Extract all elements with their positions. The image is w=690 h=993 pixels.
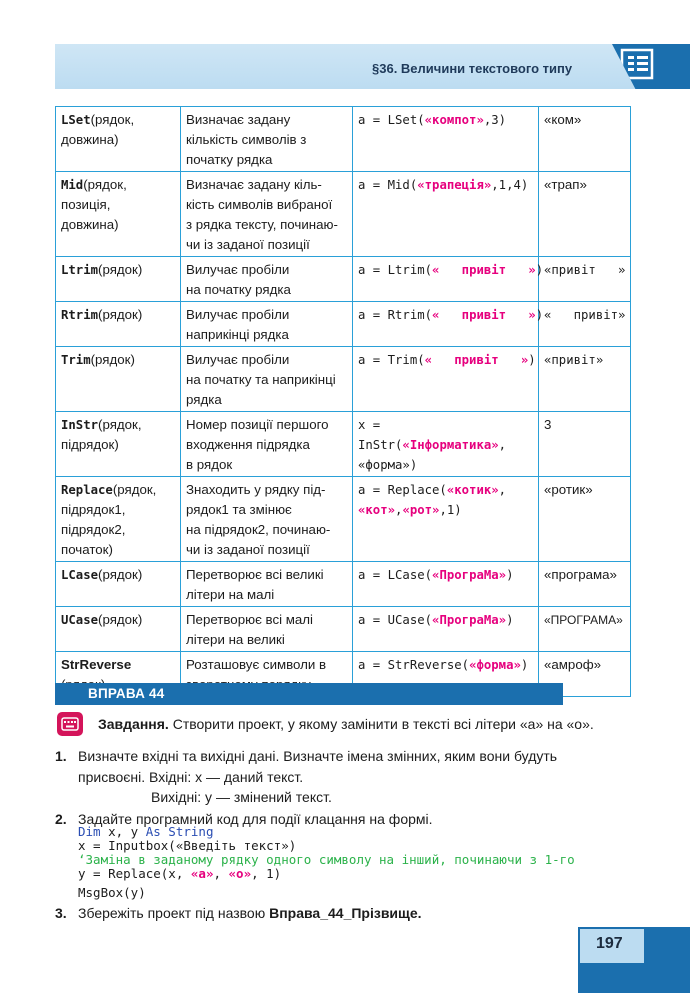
description-cell: Вилучає пробіли на початку рядка <box>181 257 353 302</box>
result-cell: «привіт» <box>539 347 631 412</box>
result-cell: «трап» <box>539 172 631 257</box>
table-row <box>56 302 631 347</box>
task-statement: Завдання. Створити проект, у якому замінити в тексті всі літери «а» на «о». <box>98 716 594 732</box>
example-cell: a = Rtrim(« привіт ») <box>353 302 539 347</box>
string-functions-table <box>55 106 631 697</box>
example-cell: x = InStr(«Інформатика», «форма») <box>353 412 539 477</box>
description-cell: Знаходить у рядку під- рядок1 та змінює на підрядок2, починаю- чи із заданої позиції <box>181 477 353 562</box>
step-text: Задайте програмний код для події клацання на формі. <box>78 811 433 827</box>
code-line: x = Inputbox(«Введіть текст») <box>78 838 297 853</box>
step-number: 1. <box>55 748 67 764</box>
table-row <box>56 347 631 412</box>
step-number: 3. <box>55 905 67 921</box>
step-number: 2. <box>55 811 67 827</box>
function-cell: Replace(рядок, підрядок1, підрядок2, початок) <box>56 477 181 562</box>
function-cell: Trim(рядок) <box>56 347 181 412</box>
step-text: Збережіть проект під назвою Вправа_44_Прізвище. <box>78 905 422 921</box>
function-cell: LSet(рядок, довжина) <box>56 107 181 172</box>
description-cell: Визначає задану кількість символів з початку рядка <box>181 107 353 172</box>
description-cell: Номер позиції першого входження підрядка в рядок <box>181 412 353 477</box>
result-cell: « привіт» <box>539 302 631 347</box>
function-cell: LCase(рядок) <box>56 562 181 607</box>
function-cell: StrReverse <box>56 652 181 697</box>
function-cell: Ltrim(рядок) <box>56 257 181 302</box>
example-cell: a = Trim(« привіт ») <box>353 347 539 412</box>
example-cell: a = Mid(«трапеція»,1,4) <box>353 172 539 257</box>
page-number: 197 <box>596 935 623 952</box>
code-comment: ‘Заміна в заданому рядку одного символу на інший, починаючи з 1-го <box>78 852 575 867</box>
code-line: y = Replace(x, «а», «о», 1) <box>78 866 282 881</box>
description-cell: Перетворює всі малі літери на великі <box>181 607 353 652</box>
result-cell: «ротик» <box>539 477 631 562</box>
table-row <box>56 607 631 652</box>
example-cell: a = Replace(«котик», «кот»,«рот»,1) <box>353 477 539 562</box>
description-cell: Розташовує символи в <box>181 652 353 697</box>
description-cell: Вилучає пробіли на початку та наприкінці рядка <box>181 347 353 412</box>
example-cell: a = UCase(«ПрограМа») <box>353 607 539 652</box>
section-title: §36. Величини текстового типу <box>372 61 573 76</box>
result-cell: «амроф» <box>539 652 631 697</box>
example-cell: a = Ltrim(« привіт ») <box>353 257 539 302</box>
table-row <box>56 257 631 302</box>
table-row <box>56 477 631 562</box>
example-cell: a = LSet(«компот»,3) <box>353 107 539 172</box>
description-cell: Вилучає пробіли наприкінці рядка <box>181 302 353 347</box>
result-cell: «ПРОГРАМА» <box>539 607 631 652</box>
function-cell: Rtrim(рядок) <box>56 302 181 347</box>
description-cell: Перетворює всі великі літери на малі <box>181 562 353 607</box>
table-row <box>56 412 631 477</box>
function-cell: Mid(рядок, позиція, довжина) <box>56 172 181 257</box>
table-row <box>56 562 631 607</box>
example-cell: a = LCase(«ПрограМа») <box>353 562 539 607</box>
step-text: Вихідні: y — змінений текст. <box>151 789 332 805</box>
step-text: Визначте вхідні та вихідні дані. Визначте імена змінних, яким вони будуть <box>78 748 558 764</box>
function-cell: InStr(рядок, підрядок) <box>56 412 181 477</box>
result-cell: 3 <box>539 412 631 477</box>
function-cell: UCase(рядок) <box>56 607 181 652</box>
result-cell: «ком» <box>539 107 631 172</box>
description-cell: Визначає задану кіль- кість символів вибраної з рядка тексту, починаю- чи із заданої позиції <box>181 172 353 257</box>
keyboard-icon <box>57 712 83 736</box>
result-cell: «привіт » <box>539 257 631 302</box>
example-cell: a = StrReverse(«форма») <box>353 652 539 697</box>
step-text: присвоєні. Вхідні: x — даний текст. <box>78 769 304 785</box>
code-line: MsgBox(y) <box>78 885 146 900</box>
table-row <box>56 107 631 172</box>
table-row <box>56 172 631 257</box>
exercise-title: ВПРАВА 44 <box>88 686 165 701</box>
result-cell: «програма» <box>539 562 631 607</box>
code-line: Dim x, y As String <box>78 824 214 839</box>
